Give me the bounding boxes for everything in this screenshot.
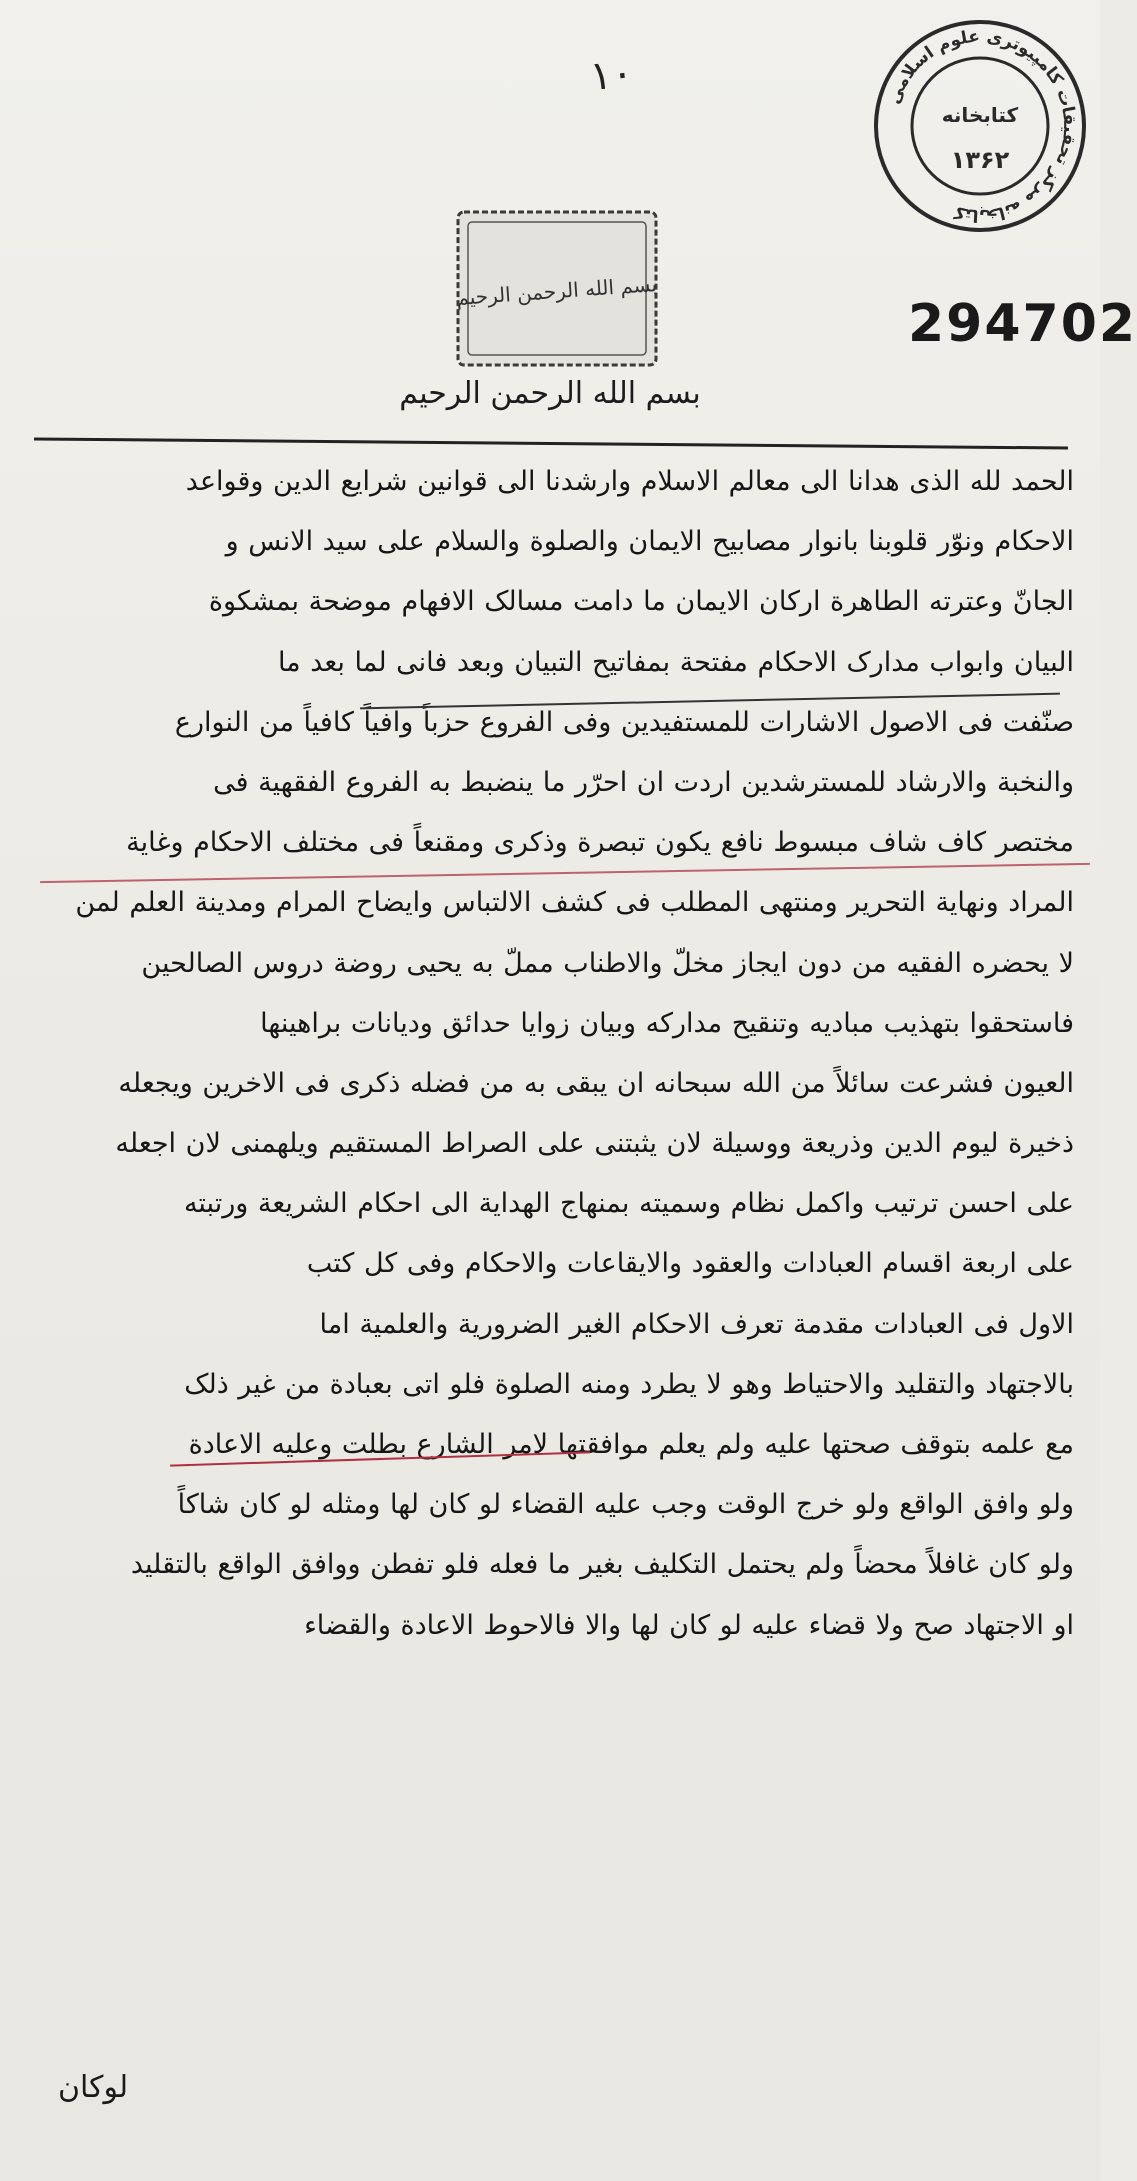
- text-line: ذخیرة لیوم الدین وذریعة ووسیلة لان یثبتنی علی الصراط المستقیم ویلهمنی لان اجعله: [115, 1128, 1074, 1160]
- text-line: الحمد لله الذی هدانا الی معالم الاسلام وارشدنا الی قوانین شرایع الدین وقواعد: [185, 466, 1074, 497]
- library-seal: [872, 18, 1088, 234]
- catchword: لوکان: [58, 2070, 129, 2105]
- text-line: البیان وابواب مدارک الاحکام مفتحة بمفاتیح التبیان وبعد فانی لما بعد ما: [277, 646, 1074, 678]
- stamp-text: بسم الله الرحمن الرحیم: [455, 272, 658, 310]
- text-line: ولو وافق الواقع ولو خرج الوقت وجب علیه القضاء لو کان لها ومثله لو کان شاکاً: [177, 1489, 1074, 1521]
- text-line: العیون فشرعت سائلاً من الله سبحانه ان یبقی به من فضله ذکری فی الاخرین ویجعله: [118, 1067, 1074, 1099]
- main-text: [34, 452, 1074, 1656]
- text-line: لا یحضره الفقیه من دون ایجاز مخلّ والاطناب مملّ به یحیی روضة دروس الصالحین: [141, 947, 1074, 979]
- text-line: ولو کان غافلاً محضاً ولم یحتمل التکلیف بغیر ما فعله فلو تفطن ووافق الواقع بالتقلید: [130, 1549, 1074, 1581]
- text-line: علی اربعة اقسام العبادات والعقود والایقاعات والاحکام وفی کل کتب: [306, 1248, 1074, 1280]
- text-line: والنخبة والارشاد للمسترشدین اردت ان احرّر ما ینضبط به الفروع الفقهیة فی: [213, 766, 1074, 798]
- text-line: علی احسن ترتیب واکمل نظام وسمیته بمنهاج الهدایة الی احکام الشریعة ورتبته: [183, 1188, 1074, 1220]
- accession-number: 294702: [908, 294, 1137, 354]
- seal-outer-text: کتابخانه مرکز تحقیقات کامپیوتری علوم اسلامی: [884, 26, 1080, 226]
- text-line: او الاجتهاد صح ولا قضاء علیه لو کان لها والا فالاحوط الاعادة والقضاء: [304, 1609, 1074, 1641]
- text-line: بالاجتهاد والتقلید والاحتیاط وهو لا یطرد ومنه الصلوة فلو اتی بعبادة من غیر ذلک: [184, 1368, 1074, 1400]
- seal-center-text: کتابخانه: [941, 103, 1019, 127]
- seal-year: ۱۳۶۲: [950, 146, 1010, 174]
- text-line: مختصر کاف شاف مبسوط نافع یکون تبصرة وذکری ومقنعاً فی مختلف الاحکام وغایة: [126, 827, 1074, 859]
- text-line: فاستحقوا بتهذیب مبادیه وتنقیح مدارکه وبیان زوایا حدائق ودیانات براهینها: [260, 1007, 1074, 1039]
- folio-number: ١٠: [587, 49, 636, 101]
- text-line: مع علمه بتوقف صحتها علیه ولم یعلم موافقتها لامر الشارع بطلت وعلیه الاعادة: [188, 1429, 1074, 1460]
- ownership-stamp: [452, 206, 662, 371]
- text-line: الجانّ وعترته الطاهرة ارکان الایمان ما دامت مسالک الافهام موضحة بمشکوة: [208, 586, 1074, 618]
- text-line: الاحکام ونوّر قلوبنا بانوار مصابیح الایمان والصلوة والسلام علی سید الانس و: [225, 526, 1074, 558]
- basmala-rule: [34, 437, 1068, 449]
- text-line: صنّفت فی الاصول الاشارات للمستفیدین وفی الفروع حزباً وافیاً کافیاً من النوارع: [174, 706, 1074, 738]
- text-line: المراد ونهایة التحریر ومنتهی المطلب فی کشف الالتباس وایضاح المرام ومدینة العلم لمن: [75, 887, 1074, 919]
- basmala: بسم الله الرحمن الرحیم: [399, 376, 701, 411]
- text-line: الاول فی العبادات مقدمة تعرف الاحکام الغیر الضروریة والعلمیة اما: [319, 1308, 1074, 1340]
